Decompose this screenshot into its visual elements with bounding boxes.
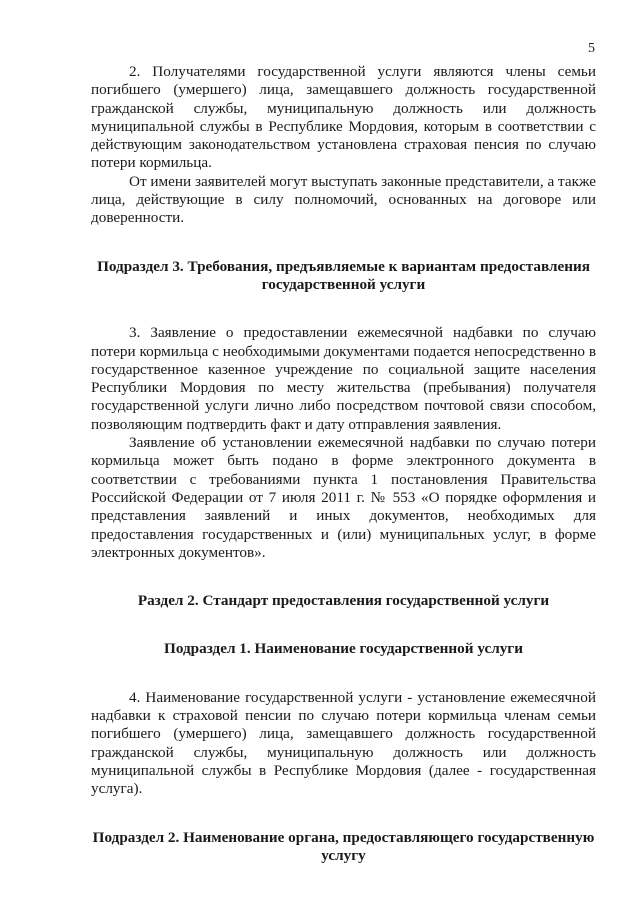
paragraph-4-service-name: 4. Наименование государственной услуги - установление ежемесячной надбавки к страховой пенсии по случаю потери кормильца членам семьи погибшего (умершего) лица, замещавшего должность государственной гражданской службы, муниципальную должность или должность муниципальной службы в Республике Мордовия (далее - государственная услуга). — [91, 688, 596, 798]
page-number: 5 — [588, 41, 595, 56]
subsection-1-heading: Подраздел 1. Наименование государственной услуги — [164, 640, 523, 658]
document-body — [91, 63, 596, 865]
paragraph-3-application: 3. Заявление о предоставлении ежемесячной надбавки по случаю потери кормильца с необходимыми документами подается непосредственно в государственное казенное учреждение по социальной защите населения Республики Мордовия по месту жительства (пребывания) получателя государственной услуги лично либо посредством почтовой связи способом, позволяющим подтвердить факт и дату отправления заявления. — [91, 324, 596, 433]
subsection-3-heading: Подраздел 3. Требования, предъявляемые к вариантам предоставления государственной услуги — [97, 257, 590, 293]
paragraph-representatives: От имени заявителей могут выступать законные представители, а также лица, действующие в силу полномочий, основанных на договоре или доверенности. — [91, 172, 596, 227]
paragraph-2-recipients: 2. Получателями государственной услуги являются члены семьи погибшего (умершего) лица, замещавшего должность государственной гражданской службы, муниципальную должность или должность муниципальной службы в Республике Мордовия, которым в соответствии с действующим законодательством установлена страховая пенсия по случаю потери кормильца. — [91, 63, 596, 172]
paragraph-electronic-application: Заявление об установлении ежемесячной надбавки по случаю потери кормильца может быть подано в форме электронного документа в соответствии с требованиями пункта 1 постановления Правительства Российской Федерации от 7 июля 2011 г. № 553 «О порядке оформления и представления заявлений и иных документов, необходимых для предоставления государственных и (или) муниципальных услуг, в форме электронных документов». — [91, 434, 596, 561]
section-2-heading: Раздел 2. Стандарт предоставления государственной услуги — [137, 592, 550, 610]
subsection-2-heading: Подраздел 2. Наименование органа, предоставляющего государственную услугу — [92, 828, 595, 864]
